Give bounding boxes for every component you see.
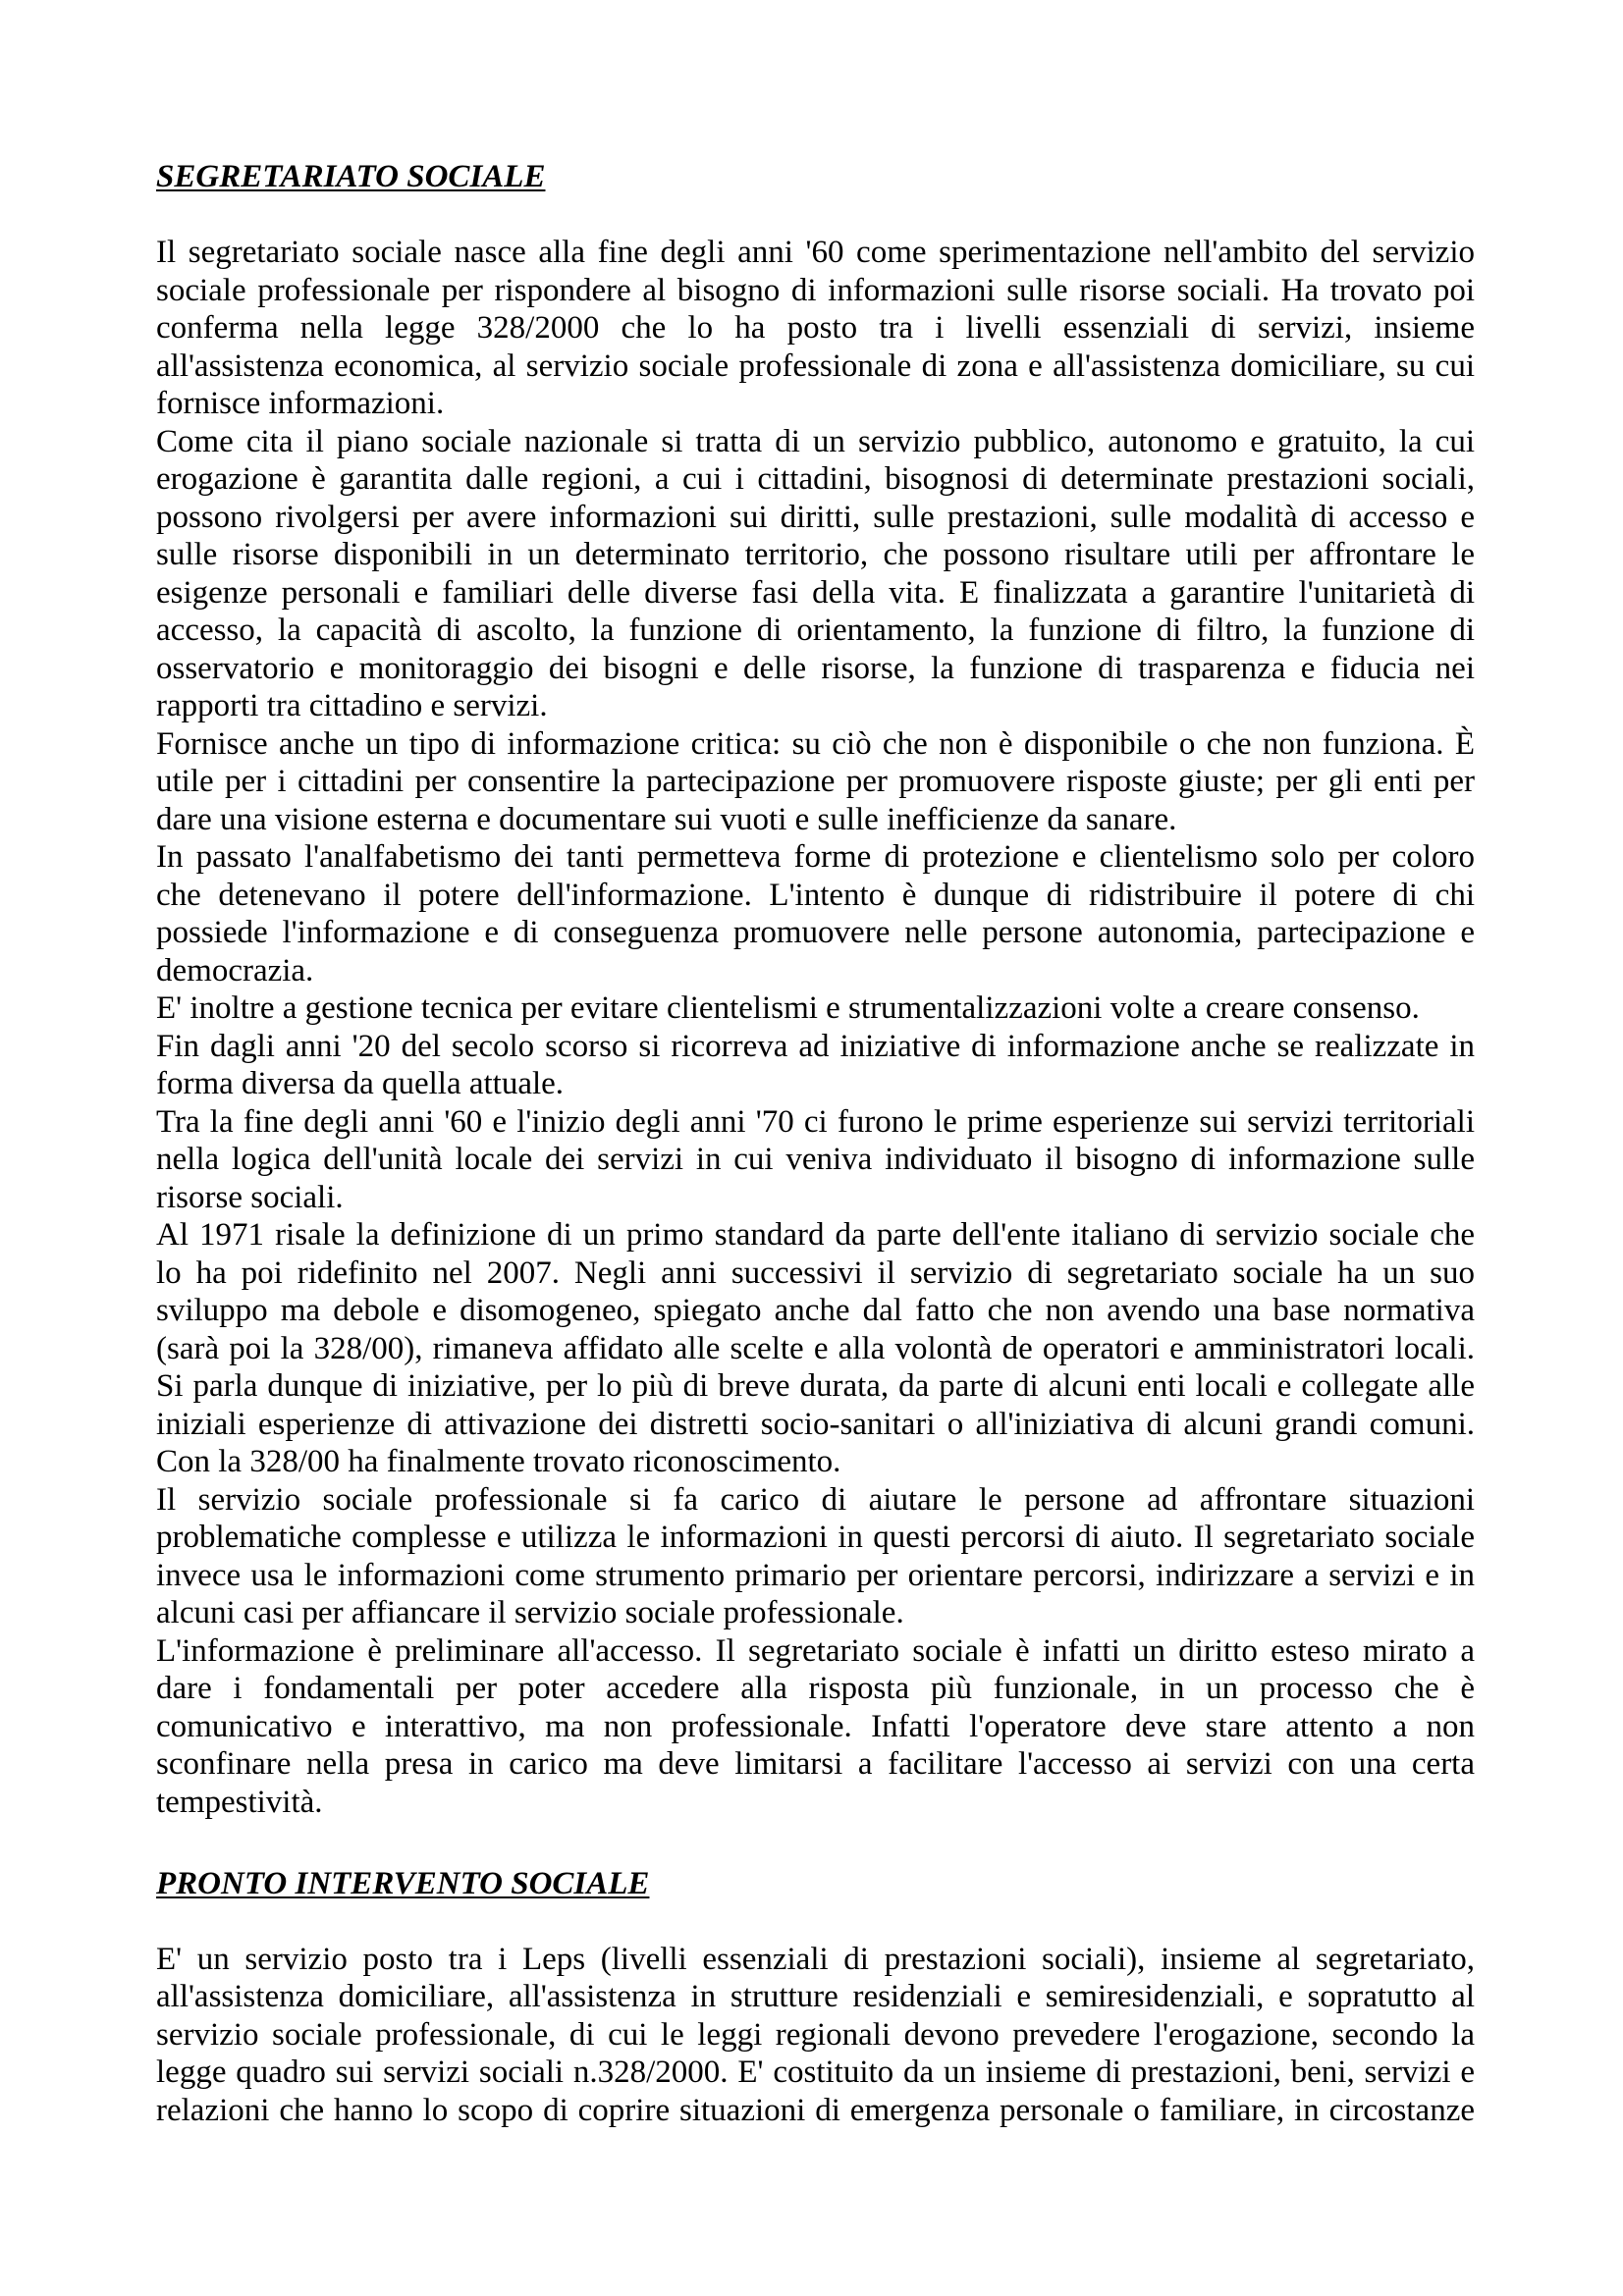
paragraph-line: democrazia. (156, 952, 314, 988)
section-pronto-intervento-sociale (156, 1865, 1475, 2130)
paragraph-line: Il servizio sociale professionale si fa carico di aiutare le persone ad affrontare situazioni (156, 1481, 1475, 1518)
paragraph-line: erogazione è garantita dalle regioni, a cui i cittadini, bisognosi di determinate prestazioni sociali, (156, 461, 1475, 497)
section-body (156, 1941, 1475, 2130)
paragraph-line: forma diversa da quella attuale. (156, 1066, 565, 1101)
paragraph-line: che detenevano il potere dell'informazione. L'intento è dunque di ridistribuire il potere di chi (156, 877, 1475, 913)
paragraph (156, 989, 1475, 1028)
paragraph-line: risorse sociali. (156, 1179, 344, 1215)
page-content (156, 158, 1475, 2129)
paragraph-line: rapporti tra cittadino e servizi. (156, 688, 548, 723)
paragraph-line: iniziali esperienze di attivazione dei distretti socio-sanitari o all'iniziativa di alcuni grandi comuni. (156, 1406, 1475, 1442)
paragraph-line: legge quadro sui servizi sociali n.328/2000. E' costituito da un insieme di prestazioni, beni, servizi e (156, 2055, 1475, 2090)
paragraph-line: Fornisce anche un tipo di informazione critica: su ciò che non è disponibile o che non funziona. È (156, 725, 1475, 762)
paragraph-line: esigenze personali e familiari delle diverse fasi della vita. E finalizzata a garantire l'unitarietà di (156, 574, 1475, 611)
paragraph (156, 1103, 1475, 1217)
paragraph-line: possono rivolgersi per avere informazioni sui diritti, sulle prestazioni, sulle modalità di accesso e (156, 499, 1475, 535)
paragraph-line: comunicativo e interattivo, ma non professionale. Infatti l'operatore deve stare attento a non (156, 1708, 1475, 1744)
paragraph-line: Come cita il piano sociale nazionale si tratta di un servizio pubblico, autonomo e gratuito, la cui (156, 423, 1475, 459)
paragraph-line: relazioni che hanno lo scopo di coprire situazioni di emergenza personale o familiare, in circostanze (156, 2092, 1475, 2128)
paragraph-line: Si parla dunque di iniziative, per lo più di breve durata, da parte di alcuni enti locali e collegate alle (156, 1368, 1475, 1404)
paragraph (156, 1941, 1475, 2130)
paragraph-line: accesso, la capacità di ascolto, la funzione di orientamento, la funzione di filtro, la funzione di (156, 613, 1475, 648)
paragraph-line: Al 1971 risale la definizione di un primo standard da parte dell'ente italiano di servizio sociale che (156, 1217, 1475, 1253)
paragraph (156, 1028, 1475, 1103)
section-segretariato-sociale (156, 158, 1475, 1821)
paragraph-line: L'informazione è preliminare all'accesso. Il segretariato sociale è infatti un diritto esteso mirato a (156, 1632, 1475, 1669)
paragraph (156, 1632, 1475, 1822)
paragraph-line: problematiche complesse e utilizza le informazioni in questi percorsi di aiuto. Il segretariato sociale (156, 1520, 1475, 1555)
paragraph-line: invece usa le informazioni come strumento primario per orientare percorsi, indirizzare a servizi e in (156, 1557, 1475, 1593)
paragraph-line: sulle risorse disponibili in un determinato territorio, che possono risultare utili per affrontare le (156, 537, 1475, 572)
paragraph-line: Con la 328/00 ha finalmente trovato riconoscimento. (156, 1444, 841, 1479)
paragraph (156, 234, 1475, 423)
paragraph-line: possiede l'informazione e di conseguenza promuovere nelle persone autonomia, partecipazione e (156, 915, 1475, 950)
section-body (156, 234, 1475, 1821)
paragraph-line: sviluppo ma debole e disomogeneo, spiegato anche dal fatto che non avendo una base normativa (156, 1293, 1475, 1328)
paragraph-line: tempestività. (156, 1784, 323, 1820)
paragraph-line: utile per i cittadini per consentire la partecipazione per promuovere risposte giuste; per gli enti per (156, 764, 1475, 799)
paragraph-line: all'assistenza domiciliare, all'assistenza in strutture residenziali e semiresidenziali, e sopratutto al (156, 1979, 1475, 2014)
paragraph-line: conferma nella legge 328/2000 che lo ha posto tra i livelli essenziali di servizi, insieme (156, 310, 1475, 346)
section-title: PRONTO INTERVENTO SOCIALE (156, 1865, 650, 1901)
paragraph-line: osservatorio e monitoraggio dei bisogni e delle risorse, la funzione di trasparenza e fiducia nei (156, 650, 1475, 686)
paragraph-line: servizio sociale professionale, di cui le leggi regionali devono prevedere l'erogazione, secondo la (156, 2016, 1475, 2053)
paragraph-line: fornisce informazioni. (156, 386, 445, 421)
paragraph-line: (sarà poi la 328/00), rimaneva affidato alle scelte e alla volontà de operatori e amministratori locali. (156, 1330, 1475, 1366)
paragraph-line: sociale professionale per rispondere al bisogno di informazioni sulle risorse sociali. Ha trovato poi (156, 272, 1475, 308)
paragraph-line: sconfinare nella presa in carico ma deve limitarsi a facilitare l'accesso ai servizi con una certa (156, 1746, 1475, 1782)
paragraph-line: alcuni casi per affiancare il servizio sociale professionale. (156, 1595, 904, 1630)
paragraph (156, 725, 1475, 839)
paragraph-line: dare i fondamentali per poter accedere alla risposta più funzionale, in un processo che è (156, 1671, 1475, 1706)
paragraph-line: nella logica dell'unità locale dei servizi in cui veniva individuato il bisogno di informazione sulle (156, 1142, 1475, 1177)
paragraph-line: Tra la fine degli anni '60 e l'inizio degli anni '70 ci furono le prime esperienze sui servizi territoriali (156, 1103, 1475, 1140)
paragraph-line: Fin dagli anni '20 del secolo scorso si ricorreva ad iniziative di informazione anche se realizzate in (156, 1028, 1475, 1064)
paragraph-line: dare una visione esterna e documentare sui vuoti e sulle inefficienze da sanare. (156, 801, 1177, 837)
paragraph (156, 838, 1475, 989)
paragraph (156, 1481, 1475, 1632)
paragraph (156, 423, 1475, 725)
paragraph-line: lo ha poi ridefinito nel 2007. Negli anni successivi il servizio di segretariato sociale ha un suo (156, 1255, 1475, 1291)
section-title: SEGRETARIATO SOCIALE (156, 159, 546, 194)
paragraph-line: In passato l'analfabetismo dei tanti permetteva forme di protezione e clientelismo solo per coloro (156, 839, 1475, 875)
paragraph-line: E' un servizio posto tra i Leps (livelli essenziali di prestazioni sociali), insieme al segretariato, (156, 1941, 1475, 1977)
paragraph-line: all'assistenza economica, al servizio sociale professionale di zona e all'assistenza domiciliare, su cui (156, 347, 1475, 384)
paragraph-line: Il segretariato sociale nasce alla fine degli anni '60 come sperimentazione nell'ambito del servizio (156, 235, 1475, 270)
paragraph (156, 1216, 1475, 1481)
paragraph-line: E' inoltre a gestione tecnica per evitare clientelismi e strumentalizzazioni volte a creare consenso. (156, 990, 1420, 1026)
